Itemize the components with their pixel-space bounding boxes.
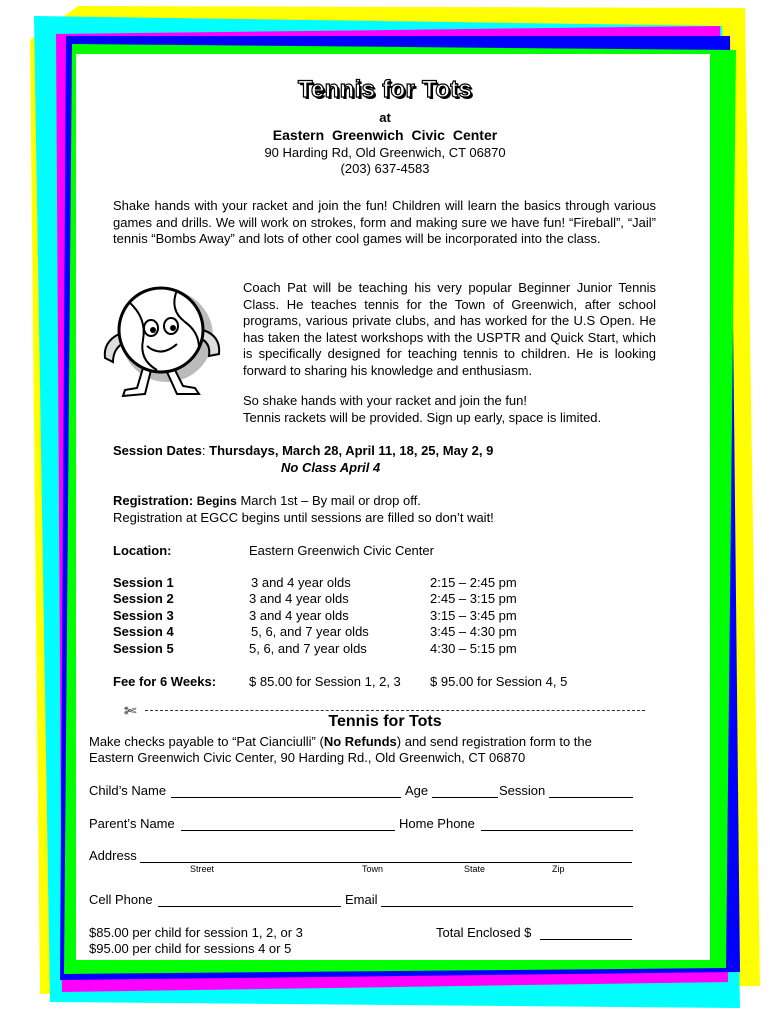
session-name: Session 1: [113, 575, 174, 590]
venue-phone: (203) 637-4583: [340, 161, 430, 176]
price-line-1: $85.00 per child for session 1, 2, or 3: [89, 925, 303, 940]
child-name-label: Child’s Name: [89, 783, 167, 798]
home-phone-field[interactable]: [481, 830, 633, 831]
session-time: 2:15 – 2:45 pm: [430, 575, 517, 590]
age-field[interactable]: [432, 797, 498, 798]
session-ages: 3 and 4 year olds: [249, 608, 349, 623]
session-dates-colon: :: [201, 443, 206, 458]
registration-line: [113, 493, 421, 508]
intro-paragraph: Shake hands with your racket and join the fun! Children will learn the basics through various games and drills. We will work on strokes, form and making sure we have fun! “Fireball”, “Jail” tennis “Bombs Away” and lots of other cool games will be incorporated into the class.: [113, 198, 656, 246]
tennis-ball-mascot-image: [99, 270, 227, 398]
venue-address: 90 Harding Rd, Old Greenwich, CT 06870: [264, 145, 506, 160]
location-value: Eastern Greenwich Civic Center: [249, 543, 434, 558]
session-dates-label: Session Dates: [113, 443, 202, 458]
registration-label: Registration:: [113, 493, 194, 508]
town-sublabel: Town: [362, 864, 384, 874]
checks-instructions-line-2: Eastern Greenwich Civic Center, 90 Harding Rd., Old Greenwich, CT 06870: [89, 750, 526, 765]
registration-begins: Begins: [196, 494, 237, 508]
coach-paragraph: Coach Pat will be teaching his very popular Beginner Junior Tennis Class. He teaches tennis for the Town of Greenwich, after school programs, various private clubs, and has worked for the U.S Open. He has taken the latest workshops with the USPTR and Quick Start, which is specifically designed for teaching tennis to children. He is looking forward to sharing his knowledge and enthusiasm.: [243, 280, 656, 378]
parent-name-field[interactable]: [181, 830, 395, 831]
scissors-icon: ✄: [124, 703, 137, 720]
venue-name: Eastern Greenwich Civic Center: [272, 127, 498, 143]
session-time: 2:45 – 3:15 pm: [430, 591, 517, 606]
email-field[interactable]: [381, 906, 633, 907]
email-label: Email: [345, 892, 378, 907]
session-name: Session 4: [113, 624, 174, 639]
total-enclosed-field[interactable]: [540, 939, 632, 940]
street-sublabel: Street: [190, 864, 215, 874]
session-time: 4:30 – 5:15 pm: [430, 641, 517, 656]
session-name: Session 3: [113, 608, 174, 623]
zip-sublabel: Zip: [552, 864, 565, 874]
address-field[interactable]: [140, 862, 632, 863]
address-label: Address: [89, 848, 137, 863]
checks-post: ) and send registration form to the: [396, 734, 592, 749]
page-title: Tennis for Tots: [297, 76, 473, 103]
session-ages: 3 and 4 year olds: [251, 575, 351, 590]
checks-instructions: [89, 734, 592, 749]
cell-phone-field[interactable]: [158, 906, 341, 907]
session-name: Session 2: [113, 591, 174, 606]
checks-pre: Make checks payable to “Pat Cianciulli” (: [89, 734, 324, 749]
fee-value-a: $ 85.00 for Session 1, 2, 3: [249, 674, 401, 689]
fee-label: Fee for 6 Weeks:: [113, 674, 217, 689]
child-name-field[interactable]: [171, 797, 401, 798]
registration-rest: March 1st – By mail or drop off.: [240, 493, 421, 508]
form-title: Tennis for Tots: [328, 713, 442, 730]
age-label: Age: [405, 783, 429, 798]
session-field[interactable]: [549, 797, 633, 798]
session-ages: 5, 6, and 7 year olds: [251, 624, 369, 639]
home-phone-label: Home Phone: [399, 816, 475, 831]
state-sublabel: State: [464, 864, 486, 874]
location-label: Location:: [113, 543, 172, 558]
registration-line-2: Registration at EGCC begins until sessions are filled so don’t wait!: [113, 510, 494, 525]
shake-paragraph: [243, 393, 656, 426]
session-label: Session: [499, 783, 546, 798]
total-enclosed-label: Total Enclosed $: [436, 925, 532, 940]
shake-line-1: So shake hands with your racket and join the fun!: [243, 393, 528, 408]
parent-name-label: Parent’s Name: [89, 816, 175, 831]
no-class-note: No Class April 4: [281, 460, 381, 475]
no-refunds: No Refunds: [323, 734, 397, 749]
cut-line-divider: [145, 710, 645, 711]
session-name: Session 5: [113, 641, 174, 656]
session-time: 3:45 – 4:30 pm: [430, 624, 517, 639]
at-label: at: [379, 110, 391, 125]
session-ages: 5, 6, and 7 year olds: [249, 641, 367, 656]
cell-phone-label: Cell Phone: [89, 892, 153, 907]
session-dates-line: [113, 443, 493, 458]
session-ages: 3 and 4 year olds: [249, 591, 349, 606]
shake-line-2: Tennis rackets will be provided. Sign up early, space is limited.: [243, 409, 602, 425]
session-dates-value: Thursdays, March 28, April 11, 18, 25, May 2, 9: [209, 443, 494, 458]
session-time: 3:15 – 3:45 pm: [430, 608, 517, 623]
fee-value-b: $ 95.00 for Session 4, 5: [430, 674, 568, 689]
price-line-2: $95.00 per child for sessions 4 or 5: [89, 941, 292, 956]
